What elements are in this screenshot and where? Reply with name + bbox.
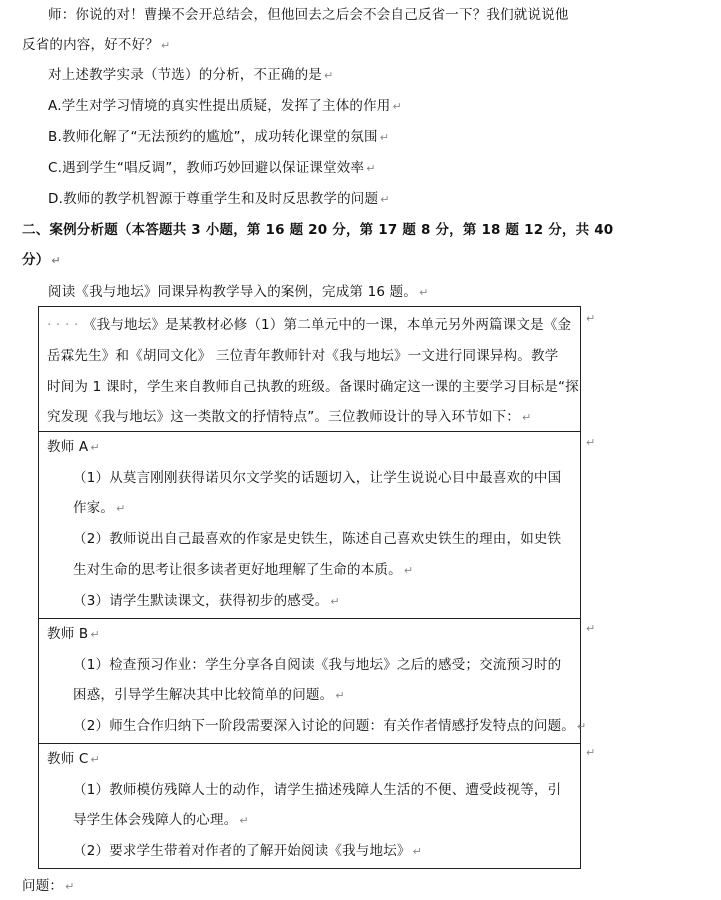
option-a: A.学生对学习情境的真实性提出质疑，发挥了主体的作用 ↵ [48,98,402,114]
teacher-b-line: （2）师生合作归纳下一阶段需要深入讨论的问题：有关作者情感抒发特点的问题。 ↵ [73,718,587,734]
option-d: D.教师的教学机智源于尊重学生和及时反思教学的问题 ↵ [48,191,390,207]
cell-end-mark: ↵ [586,746,596,759]
teacher-c-line: （2）要求学生带着对作者的了解开始阅读《我与地坛》 ↵ [73,843,423,859]
table-row-teacher-b [39,619,581,744]
teacher-b-line: 困惑，引导学生解决其中比较简单的问题。 ↵ [73,687,345,703]
question-stem: 对上述教学实录（节选）的分析，不正确的是 ↵ [48,67,334,83]
option-c: C.遇到学生“唱反调”，教师巧妙回避以保证课堂效率 ↵ [48,160,376,176]
case-table [38,306,587,869]
teacher-c-cell [39,744,581,869]
text-line: 反省的内容，好不好？ ↵ [22,37,171,53]
cell-end-mark: ↵ [586,436,596,449]
table-row-teacher-c [39,744,581,869]
cell-end-mark: ↵ [586,312,596,325]
section-heading: 二、案例分析题（本答题共 3 小题，第 16 题 20 分，第 17 题 8 分，第 18 题 12 分，共 40 [22,222,614,238]
option-b: B.教师化解了“无法预约的尴尬”，成功转化课堂的氛围 ↵ [48,129,390,145]
teacher-a-label: 教师 A ↵ [47,439,100,455]
teacher-a-line: （1）从莫言刚刚获得诺贝尔文学奖的话题切入，让学生说说心目中最喜欢的中国 [73,470,562,486]
intro-line: 岳霖先生》和《胡同文化》 三位青年教师针对《我与地坛》一文进行同课异构。教学 [47,348,559,364]
teacher-b-line: （1）检查预习作业：学生分享各自阅读《我与地坛》之后的感受；交流预习时的 [73,657,562,673]
intro-line: 究发现《我与地坛》这一类散文的抒情特点”。三位教师设计的导入环节如下： ↵ [47,409,532,425]
teacher-c-label: 教师 C ↵ [47,751,100,767]
teacher-c-line: （1）教师模仿残障人士的动作，请学生描述残障人生活的不便、遭受歧视等，引 [73,782,562,798]
intro-line: 时间为 1 课时，学生来自教师自己执教的班级。备课时确定这一课的主要学习目标是“探 [47,379,579,395]
teacher-a-line: 生对生命的思考让很多读者更好地理解了生命的本质。 ↵ [73,562,414,578]
teacher-a-cell [39,432,581,619]
section-heading-cont: 分） ↵ [22,252,61,268]
intro-line: · · · · 《我与地坛》是某教材必修（1）第二单元中的一课，本单元另外两篇课文是《金 [47,317,572,333]
intro-cell [39,307,581,432]
text-line: 师：你说的对！曹操不会开总结会，但他回去之后会不会自己反省一下？我们就说说他 [48,7,569,23]
teacher-c-line: 导学生体会残障人的心理。 ↵ [73,812,249,828]
teacher-a-line: （3）请学生默读课文，获得初步的感受。 ↵ [73,593,340,609]
table-row-intro [39,307,581,432]
teacher-a-line: 作家。 ↵ [73,500,126,516]
teacher-a-line: （2）教师说出自己最喜欢的作家是史铁生，陈述自己喜欢史铁生的理由，如史铁 [73,531,562,547]
teacher-b-cell [39,619,587,744]
table-row-teacher-a [39,432,581,619]
case-intro-line: 阅读《我与地坛》同课异构教学导入的案例，完成第 16 题。 ↵ [48,284,429,300]
question-label: 问题： ↵ [22,878,75,894]
cell-end-mark: ↵ [586,622,596,635]
teacher-b-label: 教师 B ↵ [47,626,100,642]
